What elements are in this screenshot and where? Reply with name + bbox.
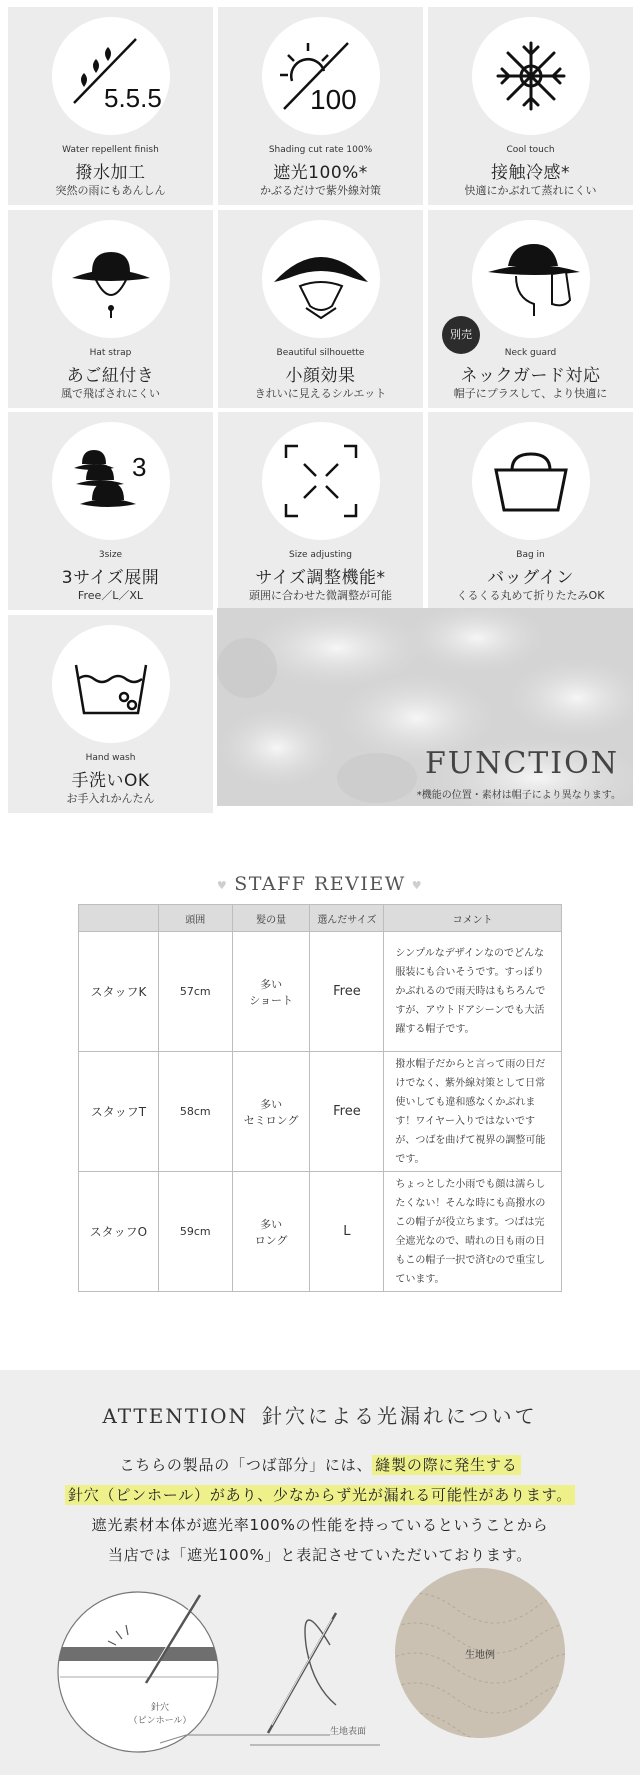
header-cell: コメント xyxy=(384,905,562,932)
feature-water-repellent xyxy=(8,7,213,205)
sold-separately-badge: 別売 xyxy=(442,316,480,354)
pinhole-label: 針穴 （ピンホール） xyxy=(128,1703,192,1726)
header-cell: 選んだサイズ xyxy=(310,905,384,932)
hat-strap-icon xyxy=(52,220,170,338)
neck-guard-icon xyxy=(472,220,590,338)
attention-section xyxy=(0,1370,640,1775)
feature-en-label: 3size xyxy=(98,550,123,560)
feature-bag-in xyxy=(428,412,633,610)
feature-jp-label: 手洗いOK xyxy=(71,771,150,791)
feature-sub-label: 頭囲に合わせた微調整が可能 xyxy=(249,589,392,602)
feature-en-label: Beautiful silhouette xyxy=(276,348,365,358)
face-hat-icon xyxy=(262,220,380,338)
header-cell: 髪の量 xyxy=(232,905,310,932)
feature-jp-label: ネックガード対応 xyxy=(460,366,601,386)
feature-size-adjusting xyxy=(218,412,423,610)
feature-cool-touch xyxy=(428,7,633,205)
table-header-row xyxy=(79,905,562,932)
svg-text:100: 100 xyxy=(310,84,357,115)
staff-comment: ちょっとした小雨でも顔は濡らしたくない！そんな時にも高撥水のこの帽子が役立ちます。つばは完全遮光なので、晴れの日も雨の日もこの帽子一択で済むので重宝しています。 xyxy=(384,1172,562,1292)
chosen-size: Free xyxy=(310,1052,384,1172)
attention-line-3: 遮光素材本体が遮光率100%の性能を持っているということから xyxy=(91,1516,549,1534)
head-size: 58cm xyxy=(158,1052,232,1172)
header-cell xyxy=(79,905,159,932)
attention-line-1: こちらの製品の「つば部分」には、 縫製の際に発生する xyxy=(0,1454,640,1475)
feature-jp-label: 接触冷感* xyxy=(491,163,570,183)
feature-jp-label: サイズ調整機能* xyxy=(255,568,386,588)
function-title: FUNCTION xyxy=(424,746,619,781)
feature-sub-label: 帽子にプラスして、より快適に xyxy=(453,387,608,400)
heart-icon: ♥ xyxy=(411,878,424,892)
feature-en-label: Neck guard xyxy=(504,348,557,358)
hair-amount: 多い ショート xyxy=(232,932,310,1052)
head-size: 57cm xyxy=(158,932,232,1052)
feature-three-sizes xyxy=(8,412,213,610)
head-size: 59cm xyxy=(158,1172,232,1292)
table-row xyxy=(79,932,562,1052)
feature-jp-label: 撥水加工 xyxy=(75,163,146,183)
feature-sub-label: くるくる丸めて折りたたみOK xyxy=(456,589,605,602)
hair-amount: 多い ロング xyxy=(232,1172,310,1292)
feature-en-label: Cool touch xyxy=(506,145,555,155)
function-note: *機能の位置・素材は帽子により異なります。 xyxy=(416,790,621,801)
attention-title: ATTENTION 針穴による光漏れについて xyxy=(102,1404,538,1428)
bag-icon xyxy=(472,422,590,540)
staff-review-table xyxy=(78,904,562,1292)
heart-icon: ♥ xyxy=(216,878,229,892)
feature-sub-label: Free／L／XL xyxy=(77,589,144,602)
sun-shading-icon xyxy=(262,17,380,135)
function-panel xyxy=(217,608,633,806)
three-hats-icon xyxy=(52,422,170,540)
feature-en-label: Hand wash xyxy=(85,753,136,763)
feature-sub-label: 突然の雨にもあんしん xyxy=(55,184,166,197)
feature-sub-label: 快適にかぶれて蒸れにくい xyxy=(464,184,597,197)
fabric-surface-label: 生地表面 xyxy=(329,1727,366,1737)
snowflake-icon xyxy=(472,17,590,135)
staff-comment: 撥水帽子だからと言って雨の日だけでなく、紫外線対策として日常使いしても違和感なくかぶれます！ワイヤー入りではないですが、つばを曲げて視界の調整可能です。 xyxy=(384,1052,562,1172)
fabric-sample-photo xyxy=(395,1568,565,1738)
feature-sub-label: かぶるだけで紫外線対策 xyxy=(260,184,381,197)
header-cell: 頭囲 xyxy=(158,905,232,932)
feature-sub-label: 風で飛ばされにくい xyxy=(61,387,160,400)
feature-en-label: Bag in xyxy=(516,550,545,560)
feature-en-label: Size adjusting xyxy=(289,550,352,560)
staff-review-title: ♥ STAFF REVIEW ♥ xyxy=(216,873,424,895)
hand-wash-icon xyxy=(52,625,170,743)
table-row xyxy=(79,1172,562,1292)
feature-silhouette xyxy=(218,210,423,408)
feature-jp-label: あご紐付き xyxy=(66,366,155,386)
fabric-example-label: 生地例 xyxy=(465,1650,495,1661)
svg-text:3: 3 xyxy=(132,452,147,482)
hair-amount: 多い セミロング xyxy=(232,1052,310,1172)
svg-text:5.5.5: 5.5.5 xyxy=(104,83,162,113)
feature-hand-wash xyxy=(8,615,213,813)
feature-sub-label: きれいに見えるシルエット xyxy=(254,387,387,400)
staff-name: スタッフK xyxy=(79,932,159,1052)
table-row xyxy=(79,1052,562,1172)
chosen-size: Free xyxy=(310,932,384,1052)
chosen-size: L xyxy=(310,1172,384,1292)
feature-sub-label: お手入れかんたん xyxy=(66,792,155,805)
feature-en-label: Water repellent finish xyxy=(62,145,159,155)
staff-comment: シンプルなデザインなのでどんな服装にも合いそうです。すっぽりかぶれるので雨天時はもちろんですが、アウトドアシーンでも大活躍する帽子です。 xyxy=(384,932,562,1052)
feature-en-label: Hat strap xyxy=(89,348,132,358)
feature-en-label: Shading cut rate 100% xyxy=(268,145,373,155)
feature-jp-label: 遮光100%* xyxy=(273,163,368,183)
feature-neck-guard xyxy=(428,210,633,408)
attention-line-4: 当店では「遮光100%」と表記させていただいております。 xyxy=(107,1546,533,1564)
feature-shading xyxy=(218,7,423,205)
feature-hat-strap xyxy=(8,210,213,408)
feature-jp-label: 3サイズ展開 xyxy=(61,568,160,588)
water-repellent-icon xyxy=(52,17,170,135)
attention-line-2: 針穴（ピンホール）があり、少なからず光が漏れる可能性があります。 xyxy=(0,1484,640,1505)
feature-jp-label: バッグイン xyxy=(487,568,574,588)
staff-name: スタッフT xyxy=(79,1052,159,1172)
feature-jp-label: 小顔効果 xyxy=(285,366,356,386)
size-adjust-icon xyxy=(262,422,380,540)
staff-name: スタッフO xyxy=(79,1172,159,1292)
